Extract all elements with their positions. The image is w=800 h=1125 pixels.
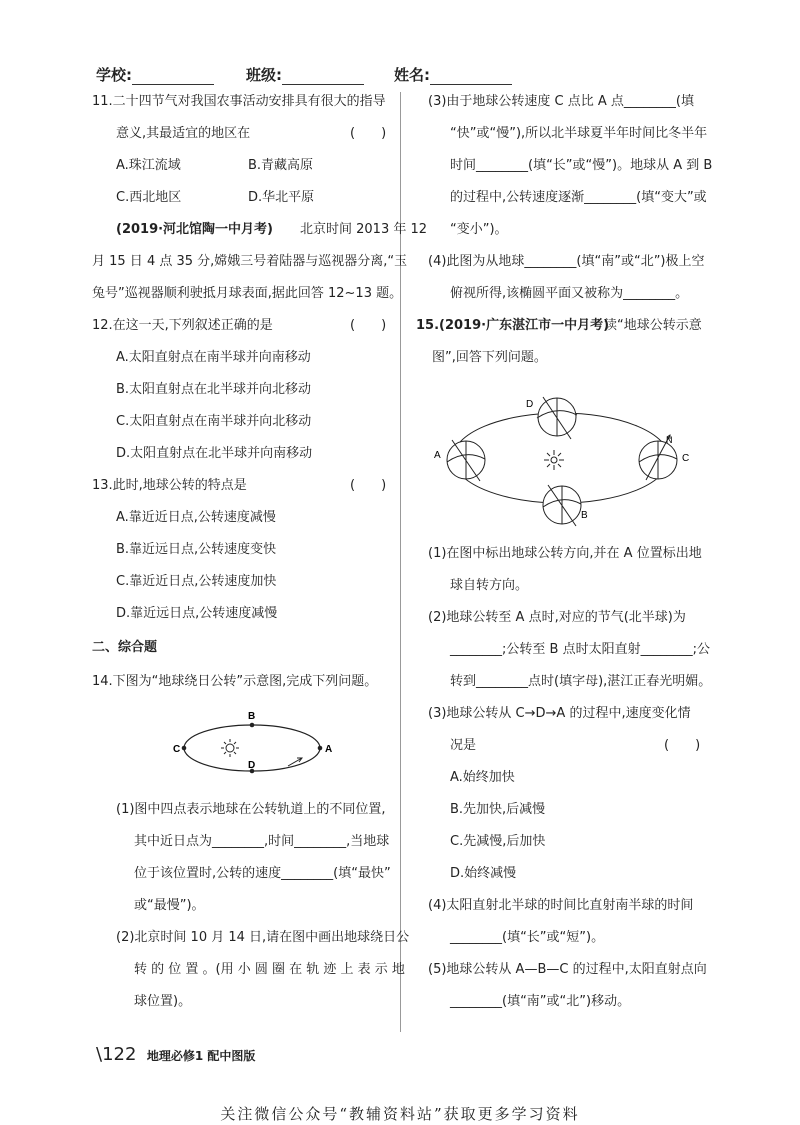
q11-option-b: B.青藏高原 <box>248 158 314 173</box>
q14-part2-line3: 球位置)。 <box>134 994 192 1009</box>
q15-label-c: C <box>682 453 690 464</box>
name-label: 姓名: <box>394 66 430 84</box>
q11-answer-bracket[interactable]: ( ) <box>350 126 387 141</box>
q14-label-d: D <box>248 760 256 771</box>
q14-part1-line2[interactable]: 其中近日点为________,时间________,当地球 <box>134 834 390 849</box>
q14-label-a: A <box>325 744 333 755</box>
q13-option-d: D.靠近远日点,公转速度减慢 <box>116 606 278 621</box>
q14-part2-line2: 转 的 位 置 。(用 小 圆 圈 在 轨 迹 上 表 示 地 <box>134 962 405 977</box>
q15-part3-answer-bracket[interactable]: ( ) <box>664 738 701 753</box>
book-title: 地理必修1 配中图版 <box>146 1049 256 1063</box>
q14-part4[interactable]: (4)此图为从地球________(填“南”或“北”)极上空 <box>428 254 705 269</box>
page-number: \122 <box>96 1044 137 1065</box>
class-blank[interactable] <box>282 70 364 85</box>
q13-option-a: A.靠近近日点,公转速度减慢 <box>116 510 276 525</box>
q12-answer-bracket[interactable]: ( ) <box>350 318 387 333</box>
q15-part3-option-d: D.始终减慢 <box>450 866 517 881</box>
q14-part2: (2)北京时间 10 月 14 日,请在图中画出地球绕日公 <box>116 930 410 945</box>
q15-part5: (5)地球公转从 A—B—C 的过程中,太阳直射点向 <box>428 962 707 977</box>
name-blank[interactable] <box>430 70 512 85</box>
q12-source: (2019·河北馆陶一中月考) <box>116 222 274 237</box>
school-label: 学校: <box>96 66 132 84</box>
name-field <box>394 64 512 85</box>
q11-option-c: C.西北地区 <box>116 190 182 205</box>
q15-stem-1: 读“地球公转示意 <box>604 318 702 333</box>
q15-orbit-figure[interactable] <box>426 385 696 535</box>
q15-label-a: A <box>434 450 441 461</box>
q14-point-b-dot <box>250 723 255 728</box>
q11-stem: 11.二十四节气对我国农事活动安排具有很大的指导 <box>92 94 386 109</box>
q13-option-b: B.靠近远日点,公转速度变快 <box>116 542 277 557</box>
class-label: 班级: <box>246 66 282 84</box>
q14-part3-line3[interactable]: 时间________(填“长”或“慢”)。地球从 A 到 B <box>450 158 713 173</box>
q12-option-b: B.太阳直射点在北半球并向北移动 <box>116 382 312 397</box>
q15-earth-a <box>447 440 485 481</box>
q11-option-a: A.珠江流域 <box>116 158 181 173</box>
q13-option-c: C.靠近近日点,公转速度加快 <box>116 574 277 589</box>
q14-orbit-figure[interactable] <box>170 708 340 788</box>
q15-part3-option-a: A.始终加快 <box>450 770 515 785</box>
school-field <box>96 64 214 85</box>
q14-part3-line5: “变小”)。 <box>450 222 508 237</box>
q14-point-c-dot <box>182 746 187 751</box>
q11-stem-2: 意义,其最适宜的地区在 <box>116 126 251 141</box>
q14-part3-line2: “快”或“慢”),所以北半球夏半年时间比冬半年 <box>450 126 708 141</box>
q15-part1-line2: 球自转方向。 <box>450 578 529 593</box>
q15-sun-icon <box>544 450 564 470</box>
q15-label-b: B <box>581 510 588 521</box>
q15-part3: (3)地球公转从 C→D→A 的过程中,速度变化情 <box>428 706 691 721</box>
q14-part1: (1)图中四点表示地球在公转轨道上的不同位置, <box>116 802 386 817</box>
class-field <box>246 64 364 85</box>
q14-part3-line4[interactable]: 的过程中,公转速度逐渐________(填“变大”或 <box>450 190 707 205</box>
q15-part5-line2[interactable]: ________(填“南”或“北”)移动。 <box>450 994 631 1009</box>
q12-context-3: 兔号”巡视器顺利驶抵月球表面,据此回答 12~13 题。 <box>92 286 403 301</box>
q15-earth-d <box>537 397 577 439</box>
section-heading: 二、综合题 <box>92 640 158 655</box>
q12-context-1: 北京时间 2013 年 12 <box>300 222 428 237</box>
q14-stem: 14.下图为“地球绕日公转”示意图,完成下列问题。 <box>92 674 378 689</box>
q15-label-d: D <box>526 399 534 410</box>
page-footer <box>96 1044 255 1065</box>
q15-part3-option-b: B.先加快,后减慢 <box>450 802 546 817</box>
q15-part4: (4)太阳直射北半球的时间比直射南半球的时间 <box>428 898 694 913</box>
q15-part2-line2[interactable]: ________;公转至 B 点时太阳直射________;公 <box>450 642 710 657</box>
q12-context-2: 月 15 日 4 点 35 分,嫦娥三号着陆器与巡视器分离,“玉 <box>92 254 408 269</box>
q12-stem: 12.在这一天,下列叙述正确的是 <box>92 318 273 333</box>
q15-part2: (2)地球公转至 A 点时,对应的节气(北半球)为 <box>428 610 686 625</box>
q11-option-d: D.华北平原 <box>248 190 315 205</box>
q15-part4-line2[interactable]: ________(填“长”或“短”)。 <box>450 930 605 945</box>
q15-stem-2: 图”,回答下列问题。 <box>432 350 547 365</box>
q14-part1-line3[interactable]: 位于该位置时,公转的速度________(填“最快” <box>134 866 391 881</box>
bottom-note: 关注微信公众号“教辅资料站”获取更多学习资料 <box>220 1105 580 1123</box>
q12-option-a: A.太阳直射点在南半球并向南移动 <box>116 350 311 365</box>
q15-part2-line3[interactable]: 转到________点时(填字母),湛江正春光明媚。 <box>450 674 712 689</box>
q14-point-a-dot <box>318 746 323 751</box>
q15-label-n: N <box>666 435 673 445</box>
q13-answer-bracket[interactable]: ( ) <box>350 478 387 493</box>
q14-part4-line2[interactable]: 俯视所得,该椭圆平面又被称为________。 <box>450 286 689 301</box>
q14-label-c: C <box>173 744 181 755</box>
q14-part1-line4: 或“最慢”)。 <box>134 898 205 913</box>
q14-label-b: B <box>248 711 256 722</box>
q14-sun-icon <box>221 739 239 757</box>
school-blank[interactable] <box>132 70 214 85</box>
q12-option-c: C.太阳直射点在南半球并向北移动 <box>116 414 312 429</box>
q15-part3-option-c: C.先减慢,后加快 <box>450 834 546 849</box>
q12-option-d: D.太阳直射点在北半球并向南移动 <box>116 446 313 461</box>
q15-part1: (1)在图中标出地球公转方向,并在 A 位置标出地 <box>428 546 702 561</box>
q15-part3-line2: 况是 <box>450 738 477 753</box>
q15-stem-source: 15.(2019·广东湛江市一中月考) <box>416 318 610 333</box>
q13-stem: 13.此时,地球公转的特点是 <box>92 478 247 493</box>
q15-earth-b <box>543 485 581 526</box>
q14-part3[interactable]: (3)由于地球公转速度 C 点比 A 点________(填 <box>428 94 694 109</box>
